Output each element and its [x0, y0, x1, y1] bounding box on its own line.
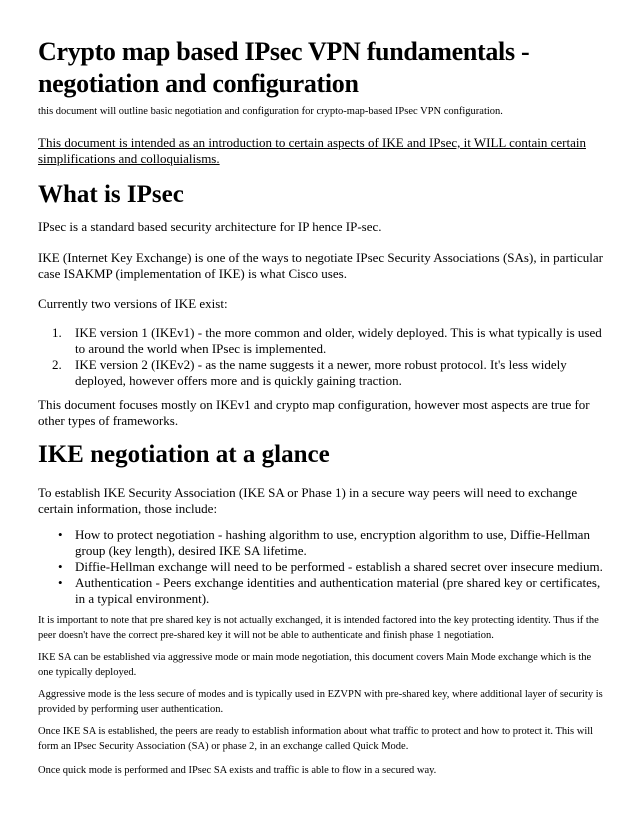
list-item [38, 527, 604, 559]
note-paragraph: Once IKE SA is established, the peers are ready to establish information about what traffic to protect and how to protect it. This will form an IPsec Security Association (SA) or phase 2, in an exchange called Quick Mode. [38, 726, 594, 752]
intro-text: this document will outline basic negotiation and configuration for crypto-map-based IPsec VPN configuration. [38, 106, 503, 117]
note-paragraph: Once quick mode is performed and IPsec SA exists and traffic is able to flow in a secured way. [38, 765, 437, 776]
document-title: Crypto map based IPsec VPN fundamentals - negotiation and configuration [38, 37, 530, 98]
paragraph: Currently two versions of IKE exist: [38, 296, 228, 311]
list-item-text: Diffie-Hellman exchange will need to be performed - establish a shared secret over insecure medium. [75, 559, 603, 574]
heading-what-is-ipsec: What is IPsec [38, 181, 184, 208]
note-paragraph: IKE SA can be established via aggressive mode or main mode negotiation, this document covers Main Mode exchange which is the one typically deployed. [38, 652, 592, 678]
ike-info-bullets [38, 527, 604, 607]
paragraph: To establish IKE Security Association (IKE SA or Phase 1) in a secure way peers will need to exchange certain information, those include: [38, 485, 578, 516]
note-paragraph: It is important to note that pre shared key is not actually exchanged, it is intended factored into the key protecting identity. Thus if the peer doesn't have the correct pre-shared key it will not be able to authenticate and finish phase 1 negotiation. [38, 615, 599, 641]
list-item [38, 575, 604, 607]
paragraph: IPsec is a standard based security architecture for IP hence IP-sec. [38, 219, 382, 234]
disclaimer-text: This document is intended as an introduction to certain aspects of IKE and IPsec, it WILL contain certain simplifications and colloquialisms. [38, 135, 586, 166]
list-item-text: How to protect negotiation - hashing algorithm to use, encryption algorithm to use, Diffie-Hellman group (key length), desired IKE SA lifetime. [75, 527, 590, 558]
list-item [38, 325, 604, 357]
list-item-text: Authentication - Peers exchange identities and authentication material (pre shared key or certificates, in a typical environment). [75, 575, 601, 606]
ike-versions-list [38, 325, 604, 389]
list-item [38, 559, 604, 575]
note-paragraph: Aggressive mode is the less secure of modes and is typically used in EZVPN with pre-shared key, where additional layer of security is provided by performing user authentication. [38, 689, 603, 715]
bullet-marker: • [58, 527, 63, 542]
paragraph: IKE (Internet Key Exchange) is one of the ways to negotiate IPsec Security Associations (SAs), in particular case ISAKMP (implementation of IKE) is what Cisco uses. [38, 250, 603, 281]
heading-ike-negotiation: IKE negotiation at a glance [38, 441, 330, 468]
list-marker: 1. [52, 325, 62, 340]
list-item [38, 357, 604, 389]
bullet-marker: • [58, 559, 63, 574]
paragraph: This document focuses mostly on IKEv1 and crypto map configuration, however most aspects are true for other types of frameworks. [38, 397, 590, 428]
list-item-text: IKE version 1 (IKEv1) - the more common and older, widely deployed. This is what typically is used to around the world when IPsec is implemented. [75, 325, 602, 356]
list-marker: 2. [52, 357, 62, 372]
bullet-marker: • [58, 575, 63, 590]
list-item-text: IKE version 2 (IKEv2) - as the name suggests it a newer, more robust protocol. It's less widely deployed, however offers more and is quickly gaining traction. [75, 357, 567, 388]
